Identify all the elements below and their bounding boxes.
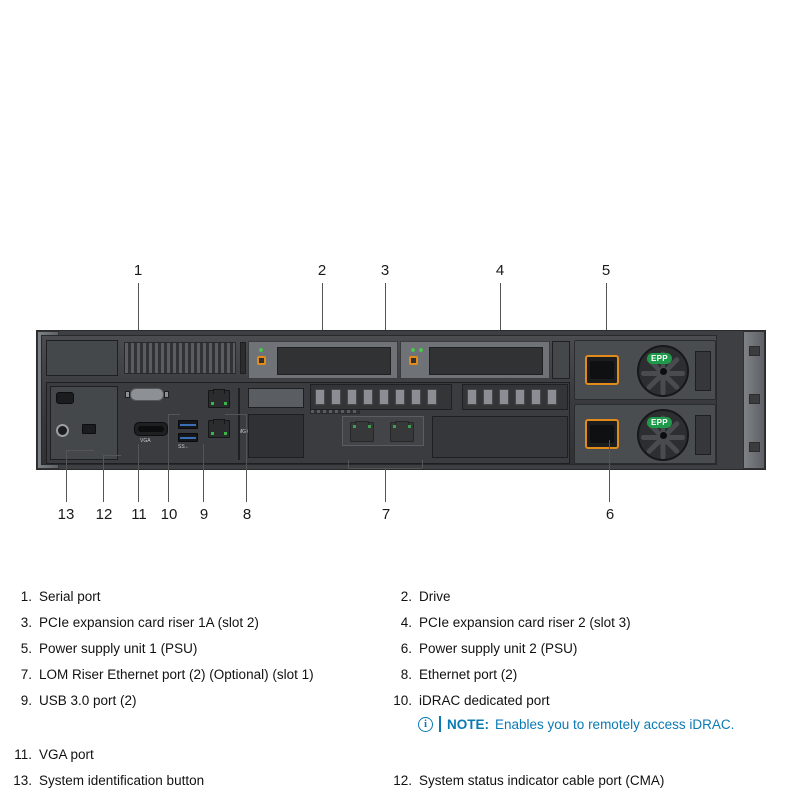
legend-text: Serial port <box>39 589 101 604</box>
legend-item <box>390 588 451 606</box>
legend-text: iDRAC dedicated port <box>419 693 550 708</box>
legend-number: 8. <box>400 667 412 682</box>
legend-item <box>10 588 101 606</box>
legend-number: 11. <box>14 747 32 762</box>
callout-number: 12 <box>95 506 113 523</box>
legend-item <box>390 640 577 658</box>
info-icon: i <box>418 717 433 732</box>
chassis-face <box>41 335 717 465</box>
top-right-filler <box>552 341 570 379</box>
callout-number: 6 <box>605 506 615 523</box>
usb-3-port-2 <box>178 433 198 442</box>
legend-item <box>390 772 664 790</box>
psu1-epp-badge: EPP <box>647 353 672 364</box>
legend-item <box>10 746 94 764</box>
psu2-epp-badge: EPP <box>647 417 672 428</box>
serial-port-screw-right <box>164 391 169 398</box>
leader-line <box>385 468 386 502</box>
legend-number: 12. <box>393 773 412 788</box>
idrac-dedicated-port <box>208 390 230 408</box>
psu1-handle <box>695 351 711 391</box>
top-filler-panel <box>240 342 246 374</box>
rack-ear-right <box>743 331 765 469</box>
board-module-b <box>248 414 304 458</box>
leader-line <box>138 444 139 502</box>
legend-number: 10. <box>393 693 412 708</box>
psu2-handle <box>695 415 711 455</box>
psu2-power-connector <box>585 419 619 449</box>
leader-line <box>246 414 247 502</box>
legend-number: 7. <box>20 667 32 682</box>
leader-line <box>103 455 104 502</box>
leader-line <box>203 444 204 502</box>
drive-bay-2 <box>400 341 550 379</box>
legend-item <box>390 692 550 710</box>
callout-number: 5 <box>601 262 611 279</box>
legend-number: 13. <box>13 773 32 788</box>
vga-label: VGA <box>140 438 151 444</box>
note-block <box>418 716 734 732</box>
legend <box>0 578 800 798</box>
note-divider <box>439 716 441 732</box>
legend-text: LOM Riser Ethernet port (2) (Optional) (slot 1) <box>39 667 314 682</box>
vga-port <box>134 422 168 436</box>
callout-number: 10 <box>160 506 178 523</box>
board-module-a <box>248 388 304 408</box>
pcie-riser-2 <box>462 384 568 410</box>
vent-grille <box>124 342 236 374</box>
legend-item <box>10 640 197 658</box>
legend-number: 5. <box>20 641 32 656</box>
legend-text: Power supply unit 2 (PSU) <box>419 641 578 656</box>
callout-number: 2 <box>317 262 327 279</box>
legend-number: 2. <box>400 589 412 604</box>
legend-item <box>10 614 259 632</box>
leader-line <box>66 450 94 451</box>
legend-item <box>10 666 314 684</box>
legend-text: VGA port <box>39 747 94 762</box>
legend-number: 9. <box>20 693 32 708</box>
legend-text: USB 3.0 port (2) <box>39 693 137 708</box>
callout-number: 7 <box>381 506 391 523</box>
leader-line <box>422 460 423 468</box>
callout-number: 4 <box>495 262 505 279</box>
power-supply-unit-2 <box>574 404 716 464</box>
drive-bay-1 <box>248 341 398 379</box>
callout-number: 8 <box>242 506 252 523</box>
leader-line <box>66 450 67 502</box>
leader-line <box>348 468 422 469</box>
power-supply-unit-1 <box>574 340 716 400</box>
legend-item <box>390 666 517 684</box>
server-rear-illustration <box>36 330 766 470</box>
psu1-power-connector <box>585 355 619 385</box>
callout-number: 1 <box>133 262 143 279</box>
callout-number: 9 <box>199 506 209 523</box>
leader-line <box>609 440 610 502</box>
callout-number: 3 <box>380 262 390 279</box>
usb-3-port-1 <box>178 420 198 429</box>
legend-text: System status indicator cable port (CMA) <box>419 773 665 788</box>
legend-item <box>10 772 204 790</box>
legend-text: Drive <box>419 589 451 604</box>
legend-number: 4. <box>400 615 412 630</box>
legend-text: PCIe expansion card riser 2 (slot 3) <box>419 615 631 630</box>
pcie-riser-1a <box>310 384 452 410</box>
legend-text: PCIe expansion card riser 1A (slot 2) <box>39 615 259 630</box>
leader-line <box>103 455 121 456</box>
system-identification-button[interactable] <box>56 424 69 437</box>
io-panel-divider <box>238 388 240 460</box>
callout-number: 11 <box>131 506 147 523</box>
legend-number: 1. <box>20 589 32 604</box>
leader-line <box>168 414 180 415</box>
legend-text: Ethernet port (2) <box>419 667 518 682</box>
lom-riser-bracket <box>342 416 424 446</box>
usb-label: SS← <box>178 444 190 450</box>
legend-text: System identification button <box>39 773 205 788</box>
serial-port-screw-left <box>125 391 130 398</box>
legend-text: Power supply unit 1 (PSU) <box>39 641 198 656</box>
leader-line <box>348 460 349 468</box>
legend-number: 6. <box>400 641 412 656</box>
leader-line <box>225 414 246 415</box>
cma-cable-port <box>82 424 96 434</box>
note-label: NOTE: <box>447 716 489 732</box>
legend-number: 3. <box>20 615 32 630</box>
leader-line <box>168 414 169 502</box>
top-left-panel <box>46 340 118 376</box>
lower-board-filler <box>432 416 568 458</box>
legend-item <box>10 692 137 710</box>
legend-item <box>390 614 631 632</box>
serial-port <box>130 388 164 401</box>
ethernet-port-1 <box>208 420 230 438</box>
callout-number: 13 <box>57 506 75 523</box>
cma-status-port <box>56 392 74 404</box>
note-text: Enables you to remotely access iDRAC. <box>495 716 735 732</box>
